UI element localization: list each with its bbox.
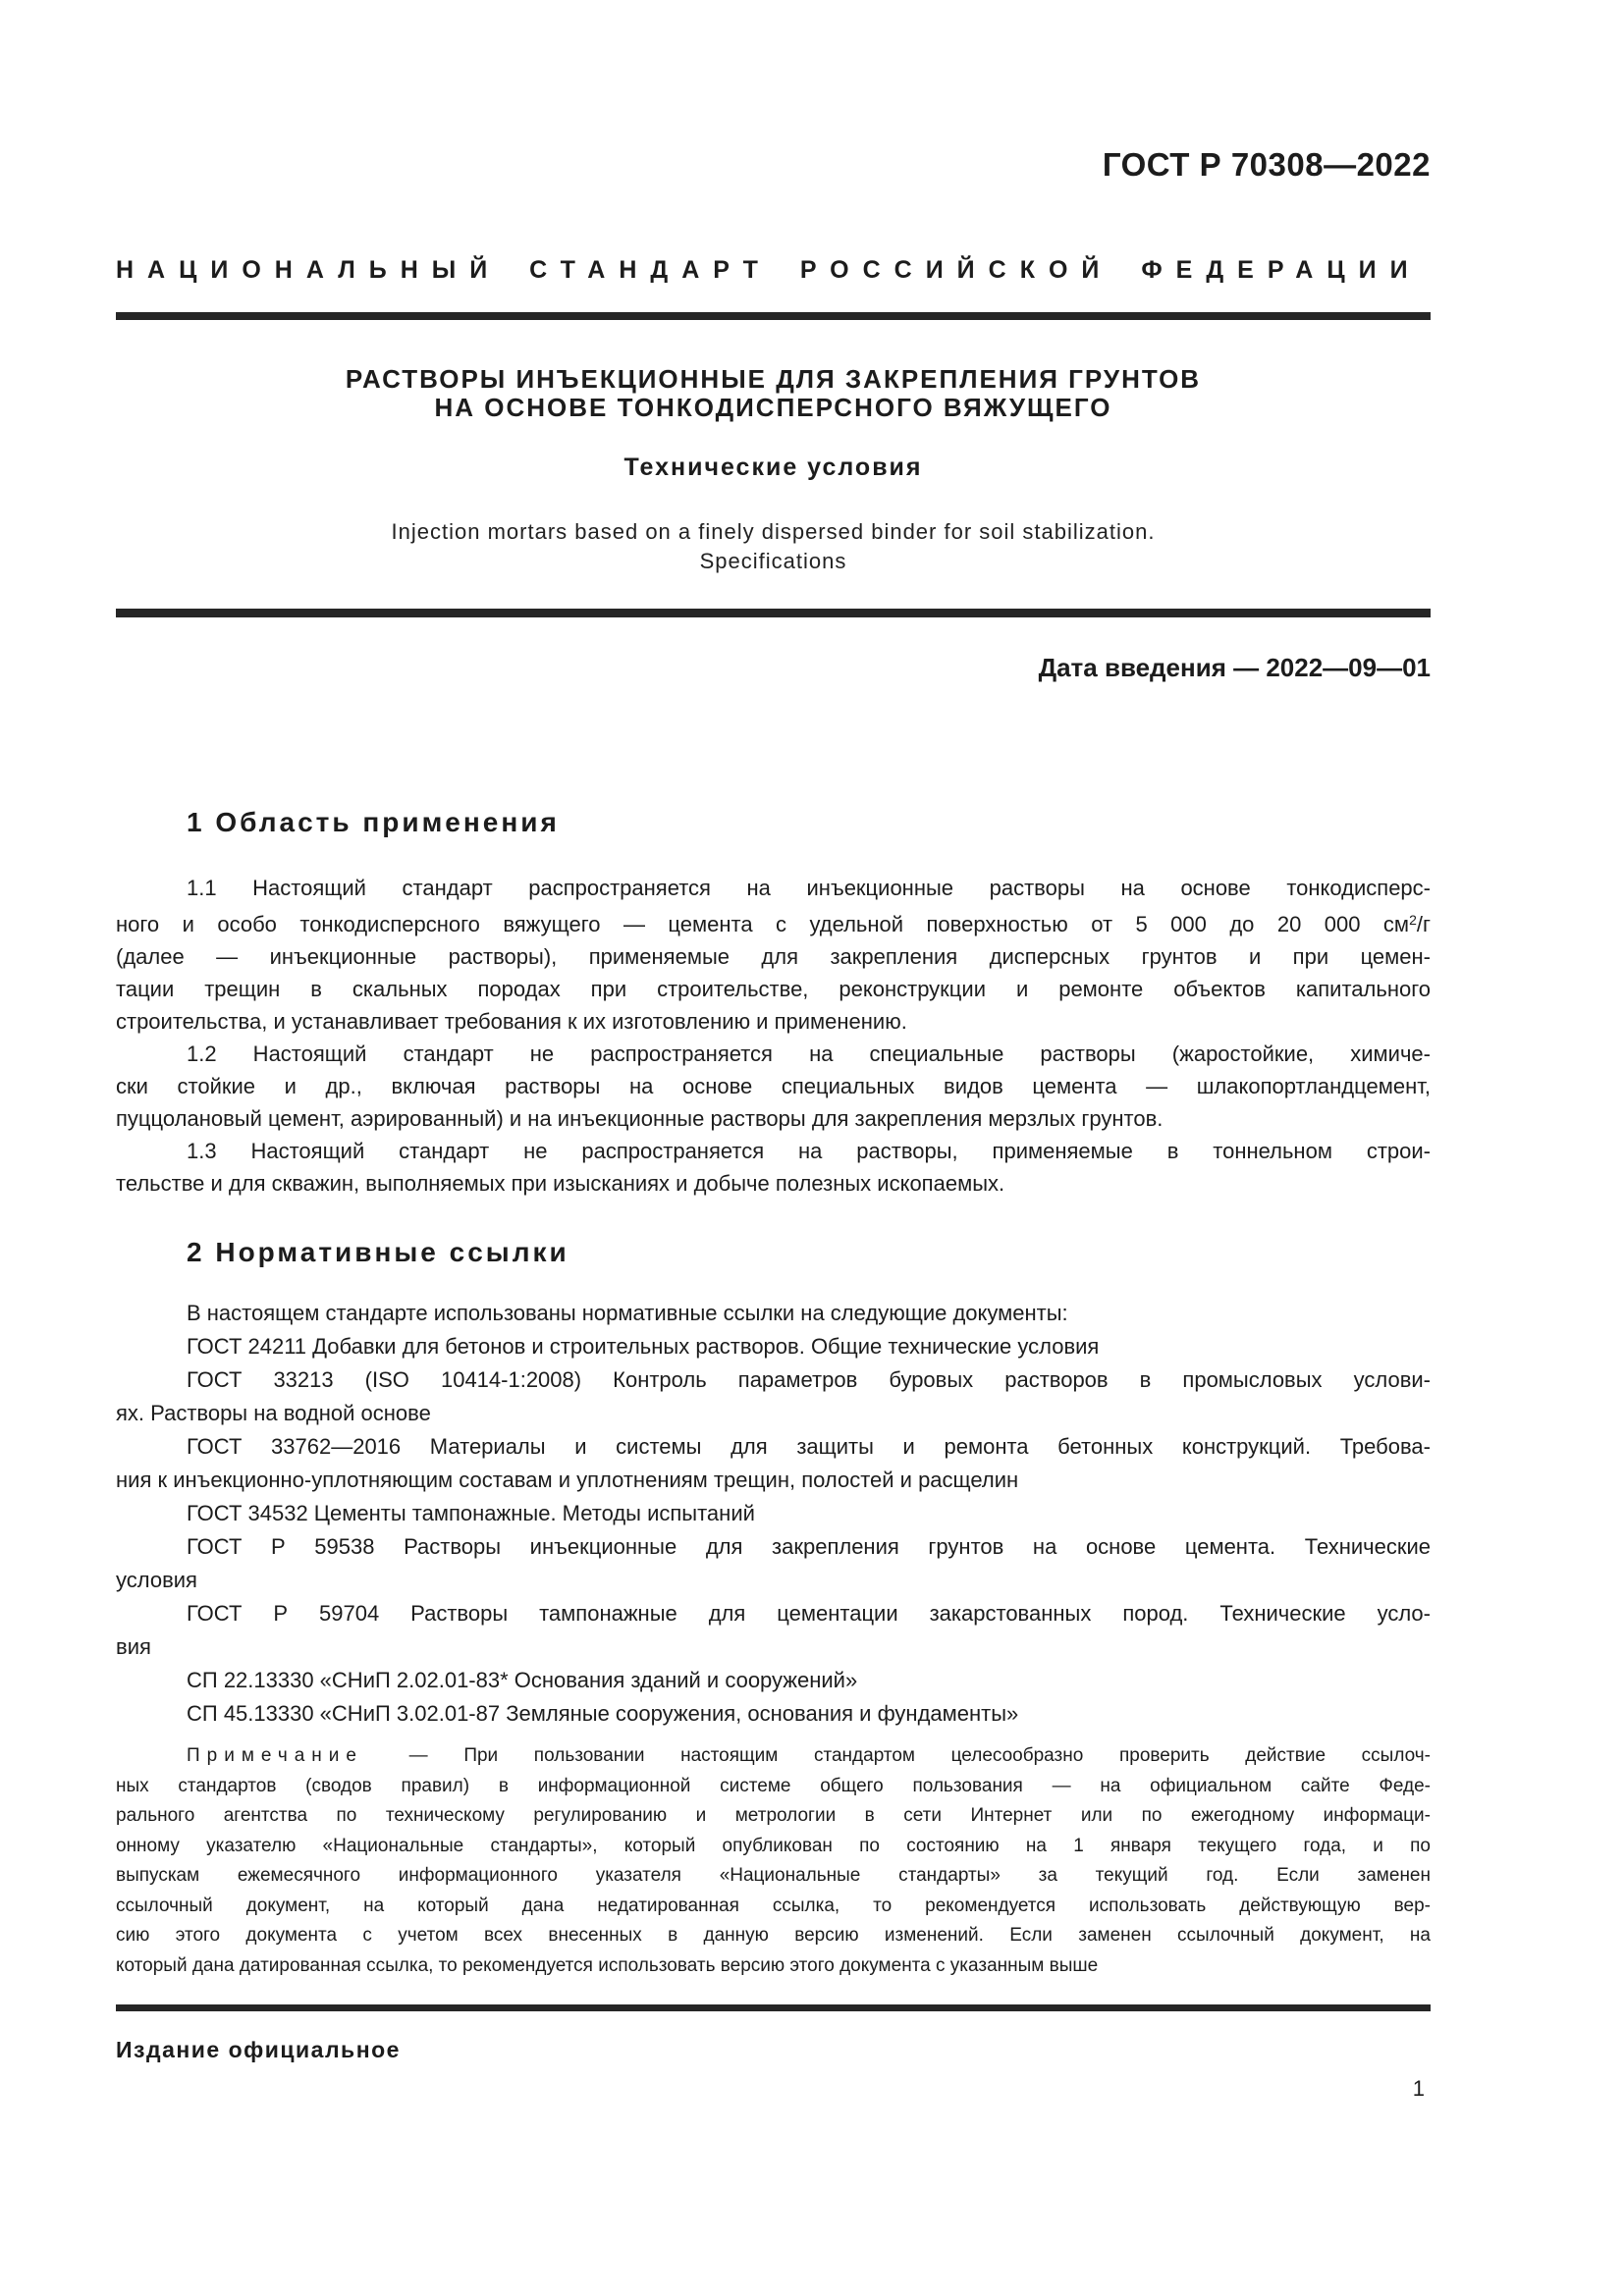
text-line: 1.1 Настоящий стандарт распространяется на инъекционные растворы на основе тонкодисперс- [187, 876, 1431, 900]
note-block [116, 1741, 1431, 1981]
subtitle-ru: Технические условия [623, 454, 923, 481]
reference-line: ГОСТ Р 59704 Растворы тампонажные для цементации закарстованных пород. Технические усло- [187, 1601, 1431, 1626]
text-run: — При пользовании настоящим стандартом целесообразно проверить действие ссылоч- [408, 1745, 1432, 1766]
page-content [116, 0, 1431, 2103]
document-title-ru-line2: НА ОСНОВЕ ТОНКОДИСПЕРСНОГО ВЯЖУЩЕГО [434, 393, 1112, 422]
note-label: Примечание [187, 1745, 363, 1766]
superscript: 2 [1409, 912, 1417, 928]
document-title-ru-line1: РАСТВОРЫ ИНЪЕКЦИОННЫЕ ДЛЯ ЗАКРЕПЛЕНИЯ ГРУНТОВ [345, 364, 1202, 394]
reference-line: ГОСТ 24211 Добавки для бетонов и строительных растворов. Общие технические условия [187, 1334, 1100, 1359]
reference-line: ГОСТ 34532 Цементы тампонажные. Методы испытаний [187, 1501, 755, 1525]
text-line: тельстве и для скважин, выполняемых при изысканиях и добыче полезных ископаемых. [116, 1171, 1005, 1196]
note-line [116, 1741, 1431, 1772]
text-line: 1.3 Настоящий стандарт не распространяется на растворы, применяемые в тоннельном строи- [187, 1139, 1431, 1163]
document-title-en [116, 517, 1431, 576]
note-line: онному указателю «Национальные стандарты», который опубликован по состоянию на 1 января текущего года, и по [116, 1835, 1431, 1856]
text-line: пуццолановый цемент, аэрированный) и на инъекционные растворы для закрепления мерзлых грунтов. [116, 1106, 1164, 1131]
edition-note: Издание официальное [116, 2037, 401, 2062]
text-run: /г [1416, 912, 1431, 936]
reference-line: условия [116, 1568, 197, 1592]
text-run: ного и особо тонкодисперсного вяжущего — цемента с удельной поверхностью от 5 000 до 20 000 см [116, 912, 1410, 936]
title-rule [116, 609, 1431, 617]
note-line: ных стандартов (сводов правил) в информационной системе общего пользования — на официальном сайте Феде- [116, 1775, 1431, 1796]
note-line: ссылочный документ, на который дана недатированная ссылка, то рекомендуется использовать действующую вер- [116, 1895, 1431, 1916]
reference-line: СП 45.13330 «СНиП 3.02.01-87 Земляные сооружения, основания и фундаменты» [187, 1701, 1019, 1726]
document-title-ru [116, 365, 1431, 422]
document-title-en-line1: Injection mortars based on a finely dispersed binder for soil stabilization. [391, 519, 1156, 544]
reference-line: вия [116, 1634, 151, 1659]
text-line: В настоящем стандарте использованы нормативные ссылки на следующие документы: [187, 1301, 1068, 1325]
section-1-heading: 1 Область применения [187, 807, 560, 837]
document-title-en-line2: Specifications [699, 549, 847, 573]
text-line: тации трещин в скальных породах при строительстве, реконструкции и ремонте объектов капитального [116, 977, 1431, 1001]
note-line: выпускам ежемесячного информационного указателя «Национальные стандарты» за текущий год. Если заменен [116, 1865, 1431, 1886]
reference-line: ГОСТ 33762—2016 Материалы и системы для защиты и ремонта бетонных конструкций. Требова- [187, 1434, 1431, 1459]
top-rule [116, 312, 1431, 320]
note-line: который дана датированная ссылка, то рекомендуется использовать версию этого документа с указанным выше [116, 1954, 1099, 1976]
doc-code: ГОСТ Р 70308—2022 [1102, 146, 1431, 183]
note-line: сию этого документа с учетом всех внесенных в данную версию изменений. Если заменен ссылочный документ, на [116, 1925, 1431, 1946]
section-1-body [116, 872, 1431, 1200]
effective-date: Дата введения — 2022—09—01 [1038, 653, 1431, 682]
text-line: 1.2 Настоящий стандарт не распространяется на специальные растворы (жаростойкие, химиче- [187, 1041, 1431, 1066]
reference-line: ГОСТ 33213 (ISO 10414-1:2008) Контроль параметров буровых растворов в промысловых услови- [187, 1367, 1431, 1392]
text-line: (далее — инъекционные растворы), применяемые для закрепления дисперсных грунтов и при цемен- [116, 944, 1431, 969]
section-2-heading: 2 Нормативные ссылки [187, 1237, 569, 1267]
reference-line: ГОСТ Р 59538 Растворы инъекционные для закрепления грунтов на основе цемента. Технические [187, 1534, 1431, 1559]
reference-line: ях. Растворы на водной основе [116, 1401, 431, 1425]
reference-line: СП 22.13330 «СНиП 2.02.01-83* Основания зданий и сооружений» [187, 1668, 858, 1692]
reference-line: ния к инъекционно-уплотняющим составам и уплотнениям трещин, полостей и расщелин [116, 1468, 1019, 1492]
text-line: строительства, и устанавливает требования к их изготовлению и применению. [116, 1009, 907, 1034]
text-line: ски стойкие и др., включая растворы на основе специальных видов цемента — шлакопортландцемент, [116, 1074, 1431, 1098]
national-standard-banner: НАЦИОНАЛЬНЫЙ СТАНДАРТ РОССИЙСКОЙ ФЕДЕРАЦИИ [116, 256, 1422, 284]
page-number: 1 [1412, 2076, 1425, 2101]
bottom-rule [116, 2004, 1431, 2011]
section-2-body [116, 1297, 1431, 1731]
note-line: рального агентства по техническому регулированию и метрологии в сети Интернет или по ежегодному информаци- [116, 1805, 1431, 1826]
text-line [116, 904, 1431, 940]
